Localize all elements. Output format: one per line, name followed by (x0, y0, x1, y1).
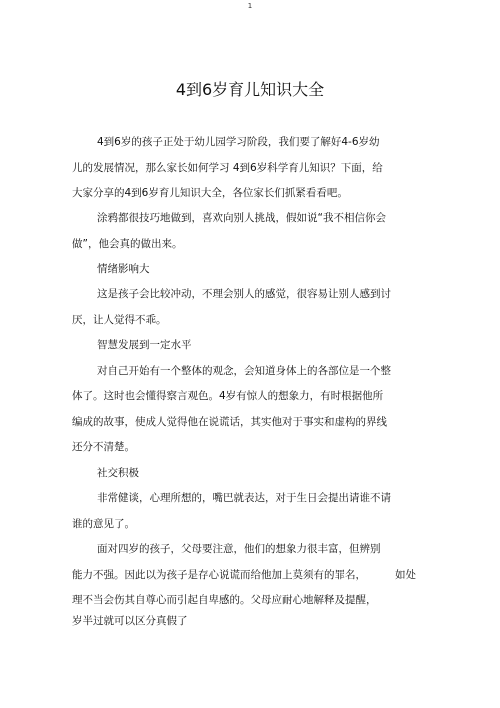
body-line-13: 还分不清楚。 (72, 441, 135, 453)
body-line-18-tail: 如处 (395, 569, 416, 581)
body-line-17: 面对四岁的孩子，父母要注意，他们的想象力很丰富，但辨别 (97, 543, 381, 555)
body-line-10: 对自己开始有一个整体的观念，会知道身体上的各部位是一个整 (97, 365, 391, 377)
body-line-1: 4到6岁的孩子正处于幼儿园学习阶段，我们要了解好4-6岁幼 (97, 136, 380, 148)
body-line-5: 做”，他会真的做出来。 (72, 238, 183, 250)
body-line-2: 儿的发展情况，那么家长如何学习 4到6岁科学育儿知识？下面，给 (72, 162, 383, 174)
body-line-12: 编成的故事，使成人觉得他在说谎话，其实他对于事实和虚构的界线 (72, 416, 387, 428)
body-line-15: 非常健谈，心理所想的，嘴巴就表达，对于生日会提出请谁不请 (97, 492, 391, 504)
page-number: 1 (247, 2, 253, 10)
body-line-7: 这是孩子会比较冲动，不理会别人的感觉，很容易让别人感到讨 (97, 288, 391, 300)
section-heading-emotion: 情绪影响大 (97, 263, 150, 275)
section-heading-intelligence: 智慧发展到一定水平 (97, 339, 192, 351)
body-line-20: 岁半过就可以区分真假了 (72, 615, 188, 627)
section-heading-social: 社交积极 (97, 467, 139, 479)
body-line-3: 大家分享的4到6岁育儿知识大全，各位家长们抓紧看看吧。 (72, 187, 348, 199)
body-line-16: 谁的意见了。 (72, 518, 135, 530)
body-line-11: 体了。这时也会懂得察言观色。4岁有惊人的想象力，有时根据他所 (72, 390, 384, 402)
body-line-19: 理不当会伤其自尊心而引起自卑感的。父母应耐心地解释及提醒， (72, 594, 377, 606)
body-line-4: 涂鸦都很技巧地做到，喜欢向别人挑战，假如说“我不相信你会 (97, 212, 386, 224)
body-line-8: 厌，让人觉得不乖。 (72, 314, 167, 326)
document-title: 4到6岁育儿知识大全 (175, 80, 325, 99)
body-line-18: 能力不强。因此以为孩子是存心说谎而给他加上莫须有的罪名， (72, 569, 366, 581)
